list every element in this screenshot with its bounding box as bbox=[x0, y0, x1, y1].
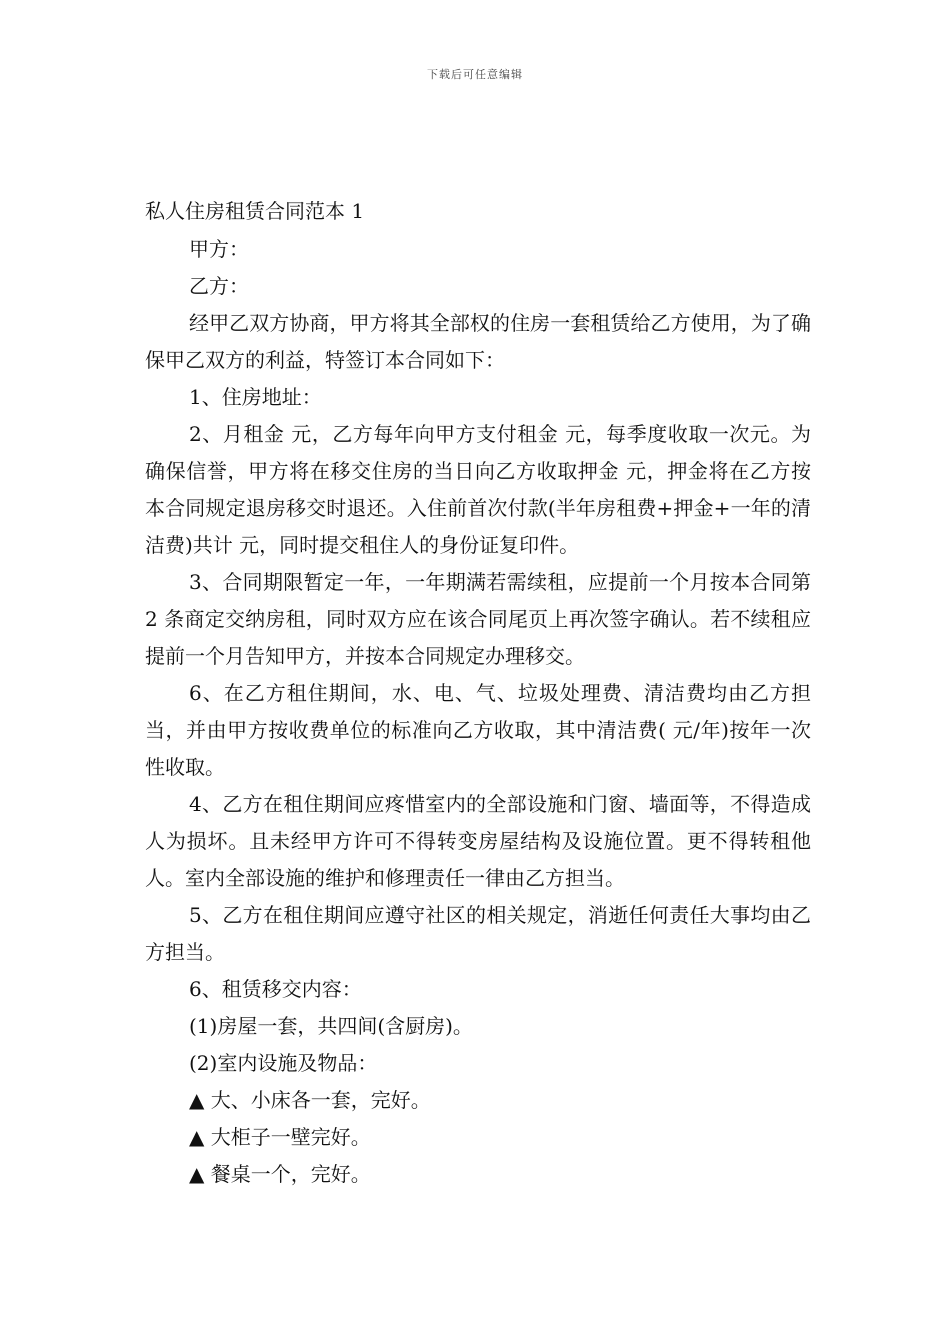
clause-term: 3、合同期限暂定一年，一年期满若需续租，应提前一个月按本合同第 2 条商定交纳房租，同时双方应在该合同尾页上再次签字确认。若不续租应提前一个月告知甲方，并按本合同规定办理移交。 bbox=[145, 570, 811, 668]
clause-community-rules: 5、乙方在租住期间应遵守社区的相关规定，消逝任何责任大事均由乙方担当。 bbox=[145, 903, 811, 964]
page-header: 下载后可任意编辑 bbox=[427, 68, 523, 81]
list-item: ▲ 大柜子一壁完好。 bbox=[189, 1125, 371, 1149]
document-body bbox=[145, 195, 811, 1193]
list-item: ▲ 大、小床各一套，完好。 bbox=[189, 1088, 431, 1112]
party-b-line: 乙方： bbox=[189, 274, 249, 298]
document-title: 私人住房租赁合同范本 1 bbox=[145, 199, 365, 223]
clause-utilities: 6、在乙方租住期间，水、电、气、垃圾处理费、清洁费均由乙方担当，并由甲方按收费单位的标准向乙方收取，其中清洁费( 元/年)按年一次性收取。 bbox=[145, 681, 811, 779]
handover-item-facilities: (2)室内设施及物品： bbox=[189, 1051, 378, 1075]
clause-rent: 2、月租金 元，乙方每年向甲方支付租金 元，每季度收取一次元。为确保信誉，甲方将在移交住房的当日向乙方收取押金 元，押金将在乙方按本合同规定退房移交时退还。入住前首次付款(半年房租费+押金+一年的清洁费)共计 元，同时提交租住人的身份证复印件。 bbox=[145, 422, 811, 557]
clause-address: 1、住房地址： bbox=[189, 385, 322, 409]
intro-paragraph: 经甲乙双方协商，甲方将其全部权的住房一套租赁给乙方使用，为了确保甲乙双方的利益，特签订本合同如下： bbox=[145, 311, 811, 372]
clause-handover: 6、租赁移交内容： bbox=[189, 977, 362, 1001]
clause-care: 4、乙方在租住期间应疼惜室内的全部设施和门窗、墙面等，不得造成人为损坏。且未经甲方许可不得转变房屋结构及设施位置。更不得转租他人。室内全部设施的维护和修理责任一律由乙方担当。 bbox=[145, 792, 811, 890]
list-item: ▲ 餐桌一个，完好。 bbox=[189, 1162, 371, 1186]
handover-item-house: (1)房屋一套，共四间(含厨房)。 bbox=[189, 1014, 473, 1038]
party-a-line: 甲方： bbox=[189, 237, 249, 261]
